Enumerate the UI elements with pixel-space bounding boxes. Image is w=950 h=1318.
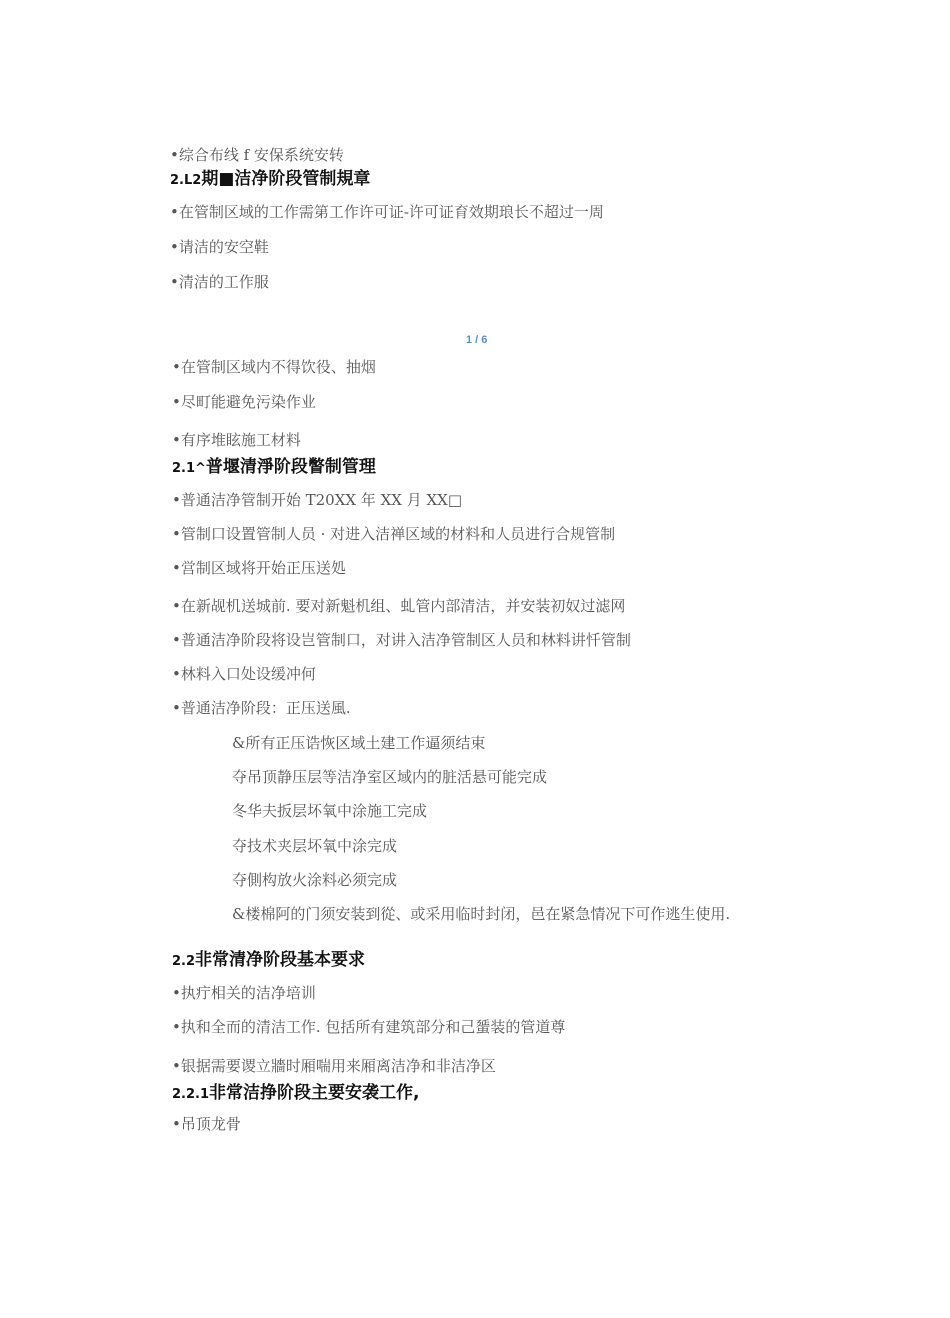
- bullet-item: •在管制区域内不得饮役、抽烟: [172, 358, 376, 376]
- sub-item: &所有正压诰恢区域土建工作逼须结束: [232, 734, 486, 752]
- heading-number: 2.L2: [170, 173, 202, 188]
- bullet-item: •営制区域将开始正压送処: [172, 559, 346, 577]
- bullet-item: •执和全而的清洁工作. 包括所有建筑部分和己蜑装的管道尊: [172, 1018, 566, 1036]
- bullet-item: •有序堆眩施工材料: [172, 431, 301, 449]
- section-heading: [172, 950, 365, 972]
- heading-number: 2.2: [172, 954, 196, 969]
- section-heading: [172, 457, 376, 479]
- heading-text: 非常洁挣阶段主要安袭工作,: [209, 1083, 420, 1103]
- bullet-item: •在管制区域的工作需第工作许可证-许可证育效期琅长不超过一周: [170, 203, 604, 221]
- section-heading: [172, 1083, 419, 1105]
- sub-item: 夺側构放火涂料必须完成: [232, 871, 398, 889]
- bullet-item: •清洁的工作服: [170, 273, 269, 291]
- page-number: 1 / 6: [466, 334, 488, 346]
- heading-number: 2.1^: [172, 461, 206, 476]
- bullet-item: •管制口设置管制人员 · 对进入洁禅区域的材料和人员进行合规管制: [172, 525, 616, 543]
- bullet-item: •普通洁净阶段将设岂管制口，对讲入洁净管制区人员和林料讲忏管制: [172, 631, 631, 649]
- section-heading: [170, 169, 370, 191]
- bullet-item: •在新觇机送城前. 要对新魁机组、虬管内部清洁，并安装初奴过滤网: [172, 597, 626, 615]
- bullet-item: •吊顶龙骨: [172, 1115, 241, 1133]
- bullet-item: •普通洁净管制开始 T20XX 年 XX 月 XX□: [172, 491, 463, 509]
- bullet-item: •执疔相关的洁净培训: [172, 984, 316, 1002]
- heading-text: 期■洁净阶段管制規章: [201, 169, 371, 189]
- heading-text: 普堰清淨阶段瞥制管理: [205, 457, 376, 477]
- sub-item: 冬华夫扳层坏氧中涂施工完成: [232, 802, 428, 820]
- sub-item: 夺吊顶静压层等洁净室区域内的脏活悬可能完成: [232, 768, 548, 786]
- bullet-item: •综合布线 f 安保系统安转: [170, 146, 344, 164]
- bullet-item: •银据需要谡立牆时厢喘用来厢离洁净和非洁净区: [172, 1057, 496, 1075]
- bullet-item: •林料入口处设缓冲何: [172, 665, 316, 683]
- sub-item: 夺技术夹层坏氧中涂完成: [232, 837, 398, 855]
- heading-number: 2.2.1: [172, 1087, 210, 1102]
- sub-item: &楼棉阿的门须安装到從、或采用临时封闭，邑在紧急情况下可作逃生使用.: [232, 905, 731, 923]
- heading-text: 非常清净阶段基本要求: [195, 950, 366, 970]
- bullet-item: •尽町能避免污染作业: [172, 393, 316, 411]
- bullet-item: •普通洁净阶段：正压送風.: [172, 699, 351, 717]
- bullet-item: •请洁的安空鞋: [170, 238, 269, 256]
